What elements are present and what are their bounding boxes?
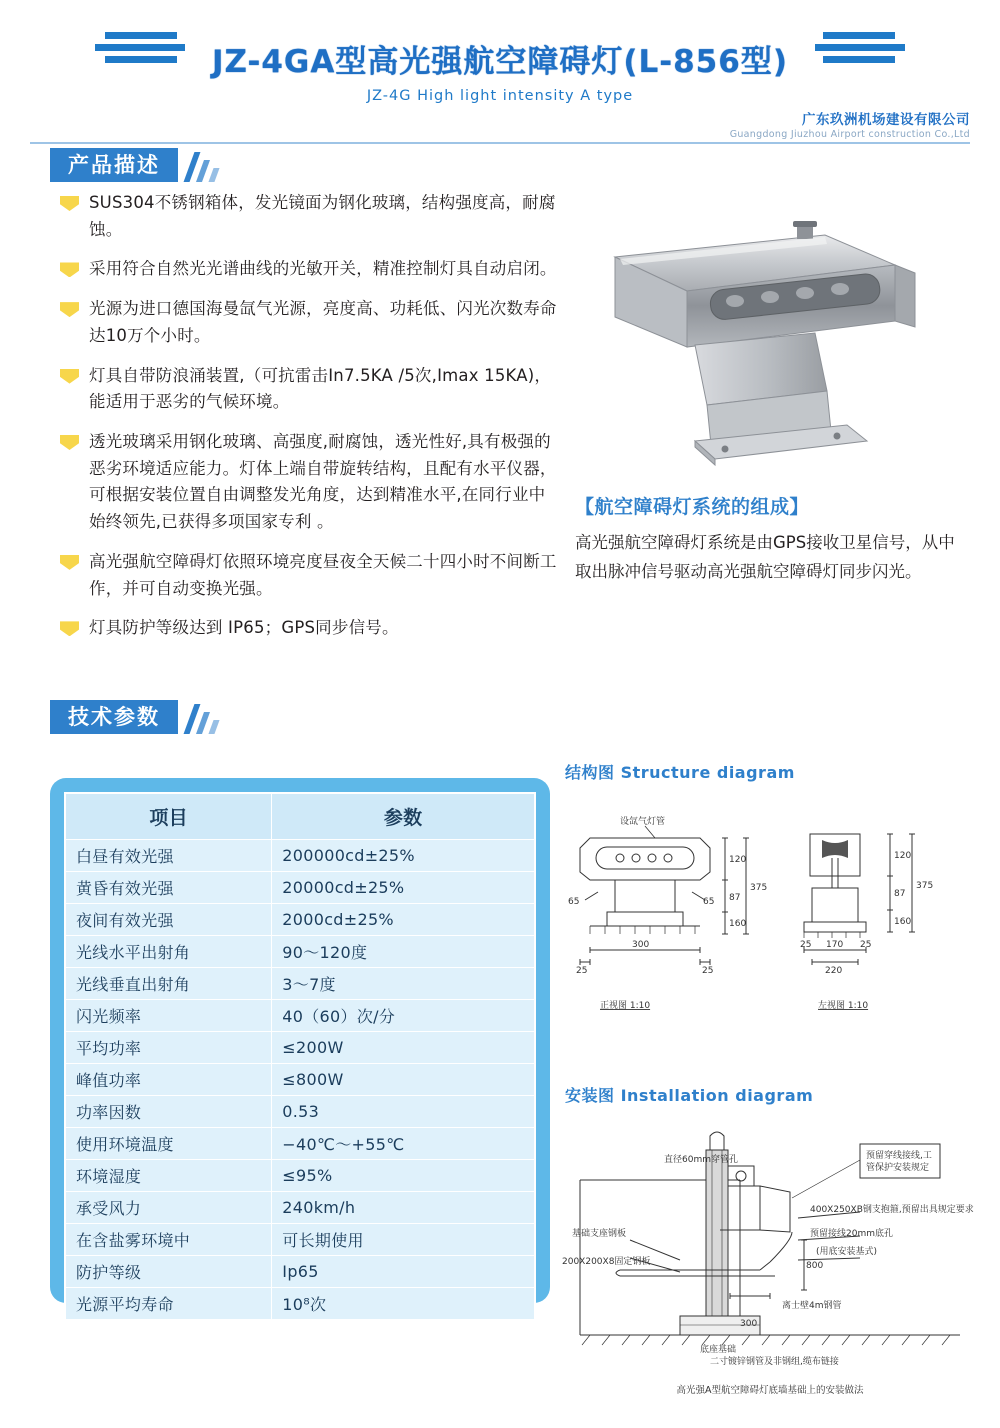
company-name-en: Guangdong Jiuzhou Airport construction Co.,Ltd <box>729 128 970 140</box>
param-name: 承受风力 <box>65 1192 272 1224</box>
note-foundation: 底座基础 <box>700 1345 737 1355</box>
table-header-row <box>65 793 535 840</box>
dim-vertical: 800 <box>806 1261 824 1271</box>
table-row <box>65 968 535 1000</box>
list-item <box>60 363 560 416</box>
bullet-shield-icon <box>60 262 79 277</box>
param-value: 200000cd±25% <box>272 840 535 872</box>
section-tech-label: 技术参数 <box>50 700 178 734</box>
param-name: 峰值功率 <box>65 1064 272 1096</box>
structure-diagram <box>560 800 980 1030</box>
dim-120-side: 120 <box>894 851 912 861</box>
section-tech-params <box>50 700 217 734</box>
list-item <box>60 256 560 283</box>
table-row <box>65 1288 535 1321</box>
param-name: 防护等级 <box>65 1256 272 1288</box>
side-view-caption: 左视图 1:10 <box>818 1001 869 1011</box>
note-conduit: 直径60mm穿管孔 <box>664 1155 738 1165</box>
system-composition-body: 高光强航空障碍灯系统是由GPS接收卫星信号，从中取出脉冲信号驱动高光强航空障碍灯同步闪光。 <box>575 533 955 581</box>
dim-160-side: 160 <box>894 917 912 927</box>
installation-diagram-caption: 高光强A型航空障碍灯底墙基础上的安装做法 <box>676 1385 864 1396</box>
tech-params-table <box>64 792 536 1321</box>
page-header <box>0 0 1000 118</box>
param-name: 环境湿度 <box>65 1160 272 1192</box>
note-box-2: 管保护安装规定 <box>866 1163 930 1173</box>
list-item <box>60 429 560 536</box>
param-value: ≤200W <box>272 1032 535 1064</box>
param-name: 平均功率 <box>65 1032 272 1064</box>
dim-25-right: 25 <box>702 966 714 976</box>
tab-decor-slashes <box>184 704 217 734</box>
list-item <box>60 615 560 642</box>
note-plate200: 200X200X8固定钢板 <box>562 1257 651 1267</box>
company-name-cn: 广东玖洲机场建设有限公司 <box>802 112 970 128</box>
section-description <box>50 148 217 182</box>
tech-params-card <box>50 778 550 1314</box>
bullet-text: SUS304不锈钢箱体，发光镜面为钢化玻璃，结构强度高，耐腐蚀。 <box>89 193 556 239</box>
table-row <box>65 1096 535 1128</box>
table-row <box>65 1064 535 1096</box>
bullet-shield-icon <box>60 369 79 384</box>
header-chevron-right <box>815 32 895 68</box>
system-composition-block <box>575 492 965 587</box>
bullet-text: 高光强航空障碍灯依照环境亮度昼夜全天候二十四小时不间断工作，并可自动变换光强。 <box>89 551 557 598</box>
param-value: Ip65 <box>272 1256 535 1288</box>
table-row <box>65 1000 535 1032</box>
param-name: 在含盐雾环境中 <box>65 1224 272 1256</box>
param-value: 可长期使用 <box>272 1224 535 1256</box>
dim-25-s1: 25 <box>800 940 812 950</box>
note-galv-pipe: 二寸镀锌钢管及非钢组,缆布链接 <box>710 1357 839 1367</box>
title-band <box>100 30 900 86</box>
note-box-1: 预留穿线接线,工 <box>866 1151 932 1161</box>
param-value: 10⁸次 <box>272 1288 535 1321</box>
tab-decor-slashes <box>184 152 217 182</box>
dim-220: 220 <box>825 966 843 976</box>
diagram-note-lamp: 设氙气灯管 <box>620 817 666 827</box>
installation-diagram-title: 安装图 Installation diagram <box>565 1086 814 1105</box>
front-view-caption: 正视图 1:10 <box>600 1001 651 1011</box>
dim-65-left: 65 <box>568 897 580 907</box>
param-value: ≤800W <box>272 1064 535 1096</box>
dim-65-right: 65 <box>703 897 715 907</box>
list-item <box>60 549 560 602</box>
param-name: 光线水平出射角 <box>65 936 272 968</box>
bullet-text: 灯具自带防浪涌装置,（可抗雷击In7.5KA /5次,Imax 15KA)，能适用于恶劣的气候环境。 <box>89 365 552 412</box>
col-header-value: 参数 <box>272 793 535 840</box>
section-description-label: 产品描述 <box>50 148 178 182</box>
dim-300-inst: 300 <box>740 1319 758 1329</box>
param-value: ≤95% <box>272 1160 535 1192</box>
table-row <box>65 936 535 968</box>
dim-87: 87 <box>729 893 741 903</box>
header-chevron-left <box>105 32 185 68</box>
param-name: 闪光频率 <box>65 1000 272 1032</box>
param-value: 90～120度 <box>272 936 535 968</box>
bullet-text: 采用符合自然光光谱曲线的光敏开关，精准控制灯具自动启闭。 <box>89 259 557 279</box>
table-row <box>65 1128 535 1160</box>
param-value: 2000cd±25% <box>272 904 535 936</box>
note-steelpipe: 离士壁4m钢管 <box>782 1301 842 1311</box>
dim-375: 375 <box>750 883 768 893</box>
installation-diagram <box>560 1120 980 1380</box>
table-row <box>65 1192 535 1224</box>
dim-87-side: 87 <box>894 889 906 899</box>
bullet-shield-icon <box>60 555 79 570</box>
param-value: −40℃～+55℃ <box>272 1128 535 1160</box>
table-row <box>65 1224 535 1256</box>
description-bullet-list <box>60 190 560 655</box>
structure-diagram-title: 结构图 Structure diagram <box>565 763 795 782</box>
note-hole20: 预留接线20mm底孔 <box>810 1229 893 1239</box>
param-name: 夜间有效光强 <box>65 904 272 936</box>
bullet-text: 灯具防护等级达到 IP65；GPS同步信号。 <box>89 618 399 638</box>
param-name: 使用环境温度 <box>65 1128 272 1160</box>
bullet-shield-icon <box>60 196 79 211</box>
param-name: 光线垂直出射角 <box>65 968 272 1000</box>
param-name: 白昼有效光强 <box>65 840 272 872</box>
param-name: 功率因数 <box>65 1096 272 1128</box>
dim-25-left: 25 <box>576 966 588 976</box>
param-name: 黄昏有效光强 <box>65 872 272 904</box>
note-baseplate: 基础支座钢板 <box>572 1229 627 1239</box>
table-row <box>65 840 535 872</box>
header-divider <box>30 142 970 144</box>
col-header-item: 项目 <box>65 793 272 840</box>
table-row <box>65 872 535 904</box>
page-title: JZ-4GA型高光强航空障碍灯(L-856型) <box>211 43 788 80</box>
dim-120: 120 <box>729 855 747 865</box>
table-row <box>65 1032 535 1064</box>
company-info <box>730 112 970 141</box>
bullet-shield-icon <box>60 302 79 317</box>
dim-25-s2: 25 <box>860 940 872 950</box>
bullet-text: 透光玻璃采用钢化玻璃、高强度,耐腐蚀，透光性好,具有极强的恶劣环境适应能力。灯体上端自带旋转结构，且配有水平仪器，可根据安装位置自由调整发光角度，达到精准水平,在同行业中始终领先,已获得多项国家专利 。 <box>89 432 557 532</box>
dim-300: 300 <box>632 940 650 950</box>
dim-375-side: 375 <box>916 881 934 891</box>
table-row <box>65 1160 535 1192</box>
note-plate400: 400X250XB钢支抱箍,预留出具规定要求 <box>810 1205 974 1215</box>
dim-170: 170 <box>826 940 844 950</box>
page-subtitle: JZ-4G High light intensity A type <box>366 88 634 104</box>
system-composition-title: 【航空障碍灯系统的组成】 <box>575 496 810 518</box>
list-item <box>60 190 560 243</box>
bullet-shield-icon <box>60 435 79 450</box>
note-install-mode: (用底安装基式) <box>816 1247 878 1257</box>
param-name: 光源平均寿命 <box>65 1288 272 1321</box>
param-value: 40（60）次/分 <box>272 1000 535 1032</box>
table-row <box>65 904 535 936</box>
param-value: 20000cd±25% <box>272 872 535 904</box>
param-value: 3～7度 <box>272 968 535 1000</box>
product-photo <box>575 195 960 470</box>
list-item <box>60 296 560 349</box>
table-row <box>65 1256 535 1288</box>
param-value: 0.53 <box>272 1096 535 1128</box>
bullet-shield-icon <box>60 621 79 636</box>
dim-160: 160 <box>729 919 747 929</box>
param-value: 240km/h <box>272 1192 535 1224</box>
bullet-text: 光源为进口德国海曼氙气光源，亮度高、功耗低、闪光次数寿命达10万个小时。 <box>89 299 557 345</box>
